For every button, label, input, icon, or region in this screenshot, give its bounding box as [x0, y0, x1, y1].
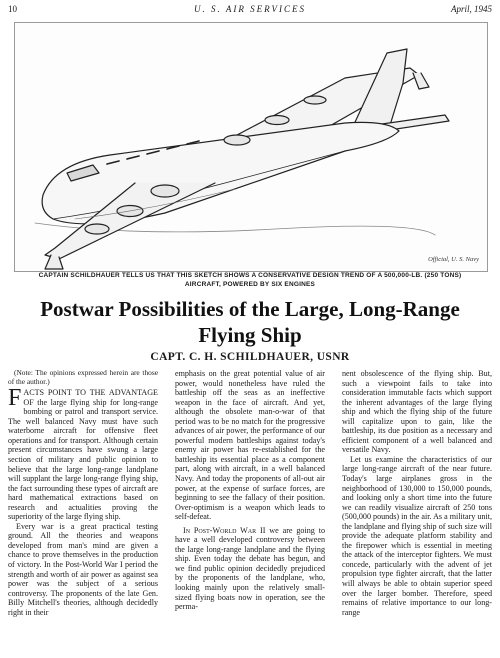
flying-ship-sketch — [14, 22, 488, 272]
flying-ship-drawing — [15, 23, 487, 271]
issue-date: April, 1945 — [450, 4, 492, 14]
article-body — [8, 369, 492, 656]
paragraph: nent obsolescence of the flying ship. But, such a viewpoint fails to take into consideration immutable facts which support the inherent advantages of the large flying ship and which the flying ship of the future will capitalize upon to gain, like the battleship, its due position as a necessary and efficient component of a well balanced and versatile Navy. — [342, 369, 492, 455]
paragraph — [175, 526, 325, 612]
paragraph-text: we are going to have a well developed controversy between the large long-range landplane and the flying ship. Even today the debate has begun, and we find public opinion decidedly prejudiced by the proponents of the landplane, who, looking mainly upon the relatively small-sized flying boats now in operation, see the perma- — [175, 525, 325, 612]
lead-in: In Post-World War II — [183, 525, 266, 535]
author-byline: CAPT. C. H. SCHILDHAUER, USNR — [150, 351, 350, 363]
paragraph — [8, 385, 158, 522]
paragraph-text: the large flying ship for long-range bombing or patrol and transport service. The well balanced Navy must have such waterborne aircraft for offensive fleet operations and for transport. Although certain present circumstances have swung a large section of military and public opinion to believe that the large long-range landplane will supplant the large long-range flying ship, the fact surrounding these types of aircraft are hard mathematical extractions based on research and actualities proving the superiority of the large flying ship. — [8, 397, 158, 522]
page-number: 10 — [8, 4, 17, 14]
drop-cap: F — [8, 385, 22, 412]
running-header — [8, 4, 492, 18]
editor-note: (Note: The opinions expressed herein are those of the author.) — [8, 369, 158, 386]
column-1 — [8, 369, 158, 656]
column-2 — [175, 369, 325, 656]
paragraph: Let us examine the characteristics of our large long-range aircraft of the near future. Today's large airplanes gross in the neighborhood of 130,000 to 150,000 pounds, and looking only a short time into the future we can readily visualize aircraft of 250 tons (500,000 pounds) in the air. As a military unit, the landplane and flying ship of such size will provide the adequate platform stability and the firepower which is essential in meeting the attack of the interceptor fighters. We must concede, particularly with the advent of jet propulsion type fighter aircraft, that the latter will always be able to obtain superior speed over the larger bomber. Therefore, speed remains of relative importance to our long-range — [342, 454, 492, 617]
photo-credit: Official, U. S. Navy — [428, 256, 479, 263]
running-title: U. S. AIR SERVICES — [194, 4, 306, 14]
paragraph: emphasis on the great potential value of air power, would nonetheless have ruled the battleship off the seas as an ineffective weapon in the face of aircraft. And yet, although the obsolete man-o-war of that period was to be no match for the progressive advances of air power, the performance of our powerful modern battleships against today's enemy air power has re-established for the battleship its essential place as a component part, along with aircraft, in a well balanced Navy. And today the proponents of all-out air power, at the expense of surface forces, are beginning to see the fallacy of their position. Over-optimism is a weapon which leads to self-defeat. — [175, 369, 325, 522]
column-3 — [342, 369, 492, 656]
paragraph: Every war is a great practical testing ground. All the theories and weapons developed from man's mind are given a chance to prove themselves in the production of victory. In the Post-World War I period the strength and worth of air power as against sea power was the subject of a serious controversy. The proponents of the late Gen. Billy Mitchell's theories, although decidedly right in their — [8, 521, 158, 617]
figure-caption: CAPTAIN SCHILDHAUER TELLS US THAT THIS SKETCH SHOWS A CONSERVATIVE DESIGN TREND OF A 500,000-LB. (250 TONS) AIRCRAFT, POWERED BY SIX ENGINES — [38, 272, 462, 288]
lead-in: ACTS POINT TO THE ADVANTAGE OF — [23, 388, 158, 407]
article-title: Postwar Possibilities of the Large, Long-Range Flying Ship — [40, 297, 460, 347]
